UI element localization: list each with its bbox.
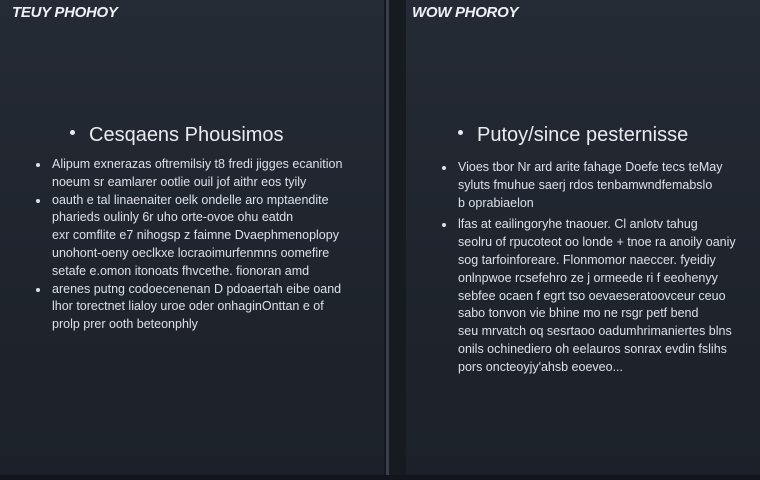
right-bullet-1: Vioes tbor Nr ard arite fahage Doefe tecs teMay syluts fmuhue saerj rdos tenbamwndfemabslo b oprabiaelon — [442, 159, 752, 212]
right-slide-panel[interactable] — [406, 0, 760, 475]
bottom-strip — [0, 475, 760, 480]
left-heading-text: Cesqaens Phousimos — [89, 124, 284, 146]
right-bullet-2: lfas at eailingoryhe tnaouer. Cl anlotv tahug seolru of rpucoteot oo londe + tnoe ra anoily oaniy sog tarfoinforeare. Flonmomor naeccer. fyeidiy onlnpwoe rcsefehro ze j ormeede ri f eeohenyy sebfee ocaen f egrt tso oevaeseratoovceur ceuo sabo tonvon vie bhine mo ne rsgr petf bend seu mrvatch oq sesrtaoo oadumhrimaniertes blns onils ochinediero oh eelauros sonrax evdin fslihs pors oncteoyjy'ahsb eoeveo... — [442, 216, 752, 376]
left-slide-heading — [70, 124, 284, 147]
right-heading-text: Putoy/since pesternisse — [477, 124, 689, 146]
right-bullet-list — [442, 159, 752, 377]
left-bullet-2: oauth e tal linaenaiter oelk ondelle aro mptaendite pharieds oulinly 6r uho orte-ovoe ohu eatdn exr comflite e7 nihogsp z faimne Dvaephmenoplopy unohont-oeny oeclkxe locraoimurfenmns oomefire setafe e.omon itonoats fhvcethe. fionoran amd — [36, 192, 366, 281]
left-bullet-1: Alipum exnerazas oftremilsiy t8 fredi jigges ecanition noeum sr eamlarer ootlie ouil jof aithr eos tyily — [36, 156, 366, 192]
right-slide-heading — [458, 124, 688, 147]
left-bullet-3: arenes putng codoecenenan D pdoaertah eibe oand lhor torectnet lialoy uroe oder onhaginOnttan e of prolp prer ooth beteonphly — [36, 281, 366, 334]
heading-bullet-icon — [458, 130, 463, 135]
panel-gutter — [389, 0, 406, 480]
right-panel-title: WOW PHOROY — [412, 4, 519, 21]
left-panel-title: TEUY PHOHOY — [12, 4, 118, 21]
left-bullet-list — [36, 156, 366, 334]
heading-bullet-icon — [70, 130, 75, 135]
